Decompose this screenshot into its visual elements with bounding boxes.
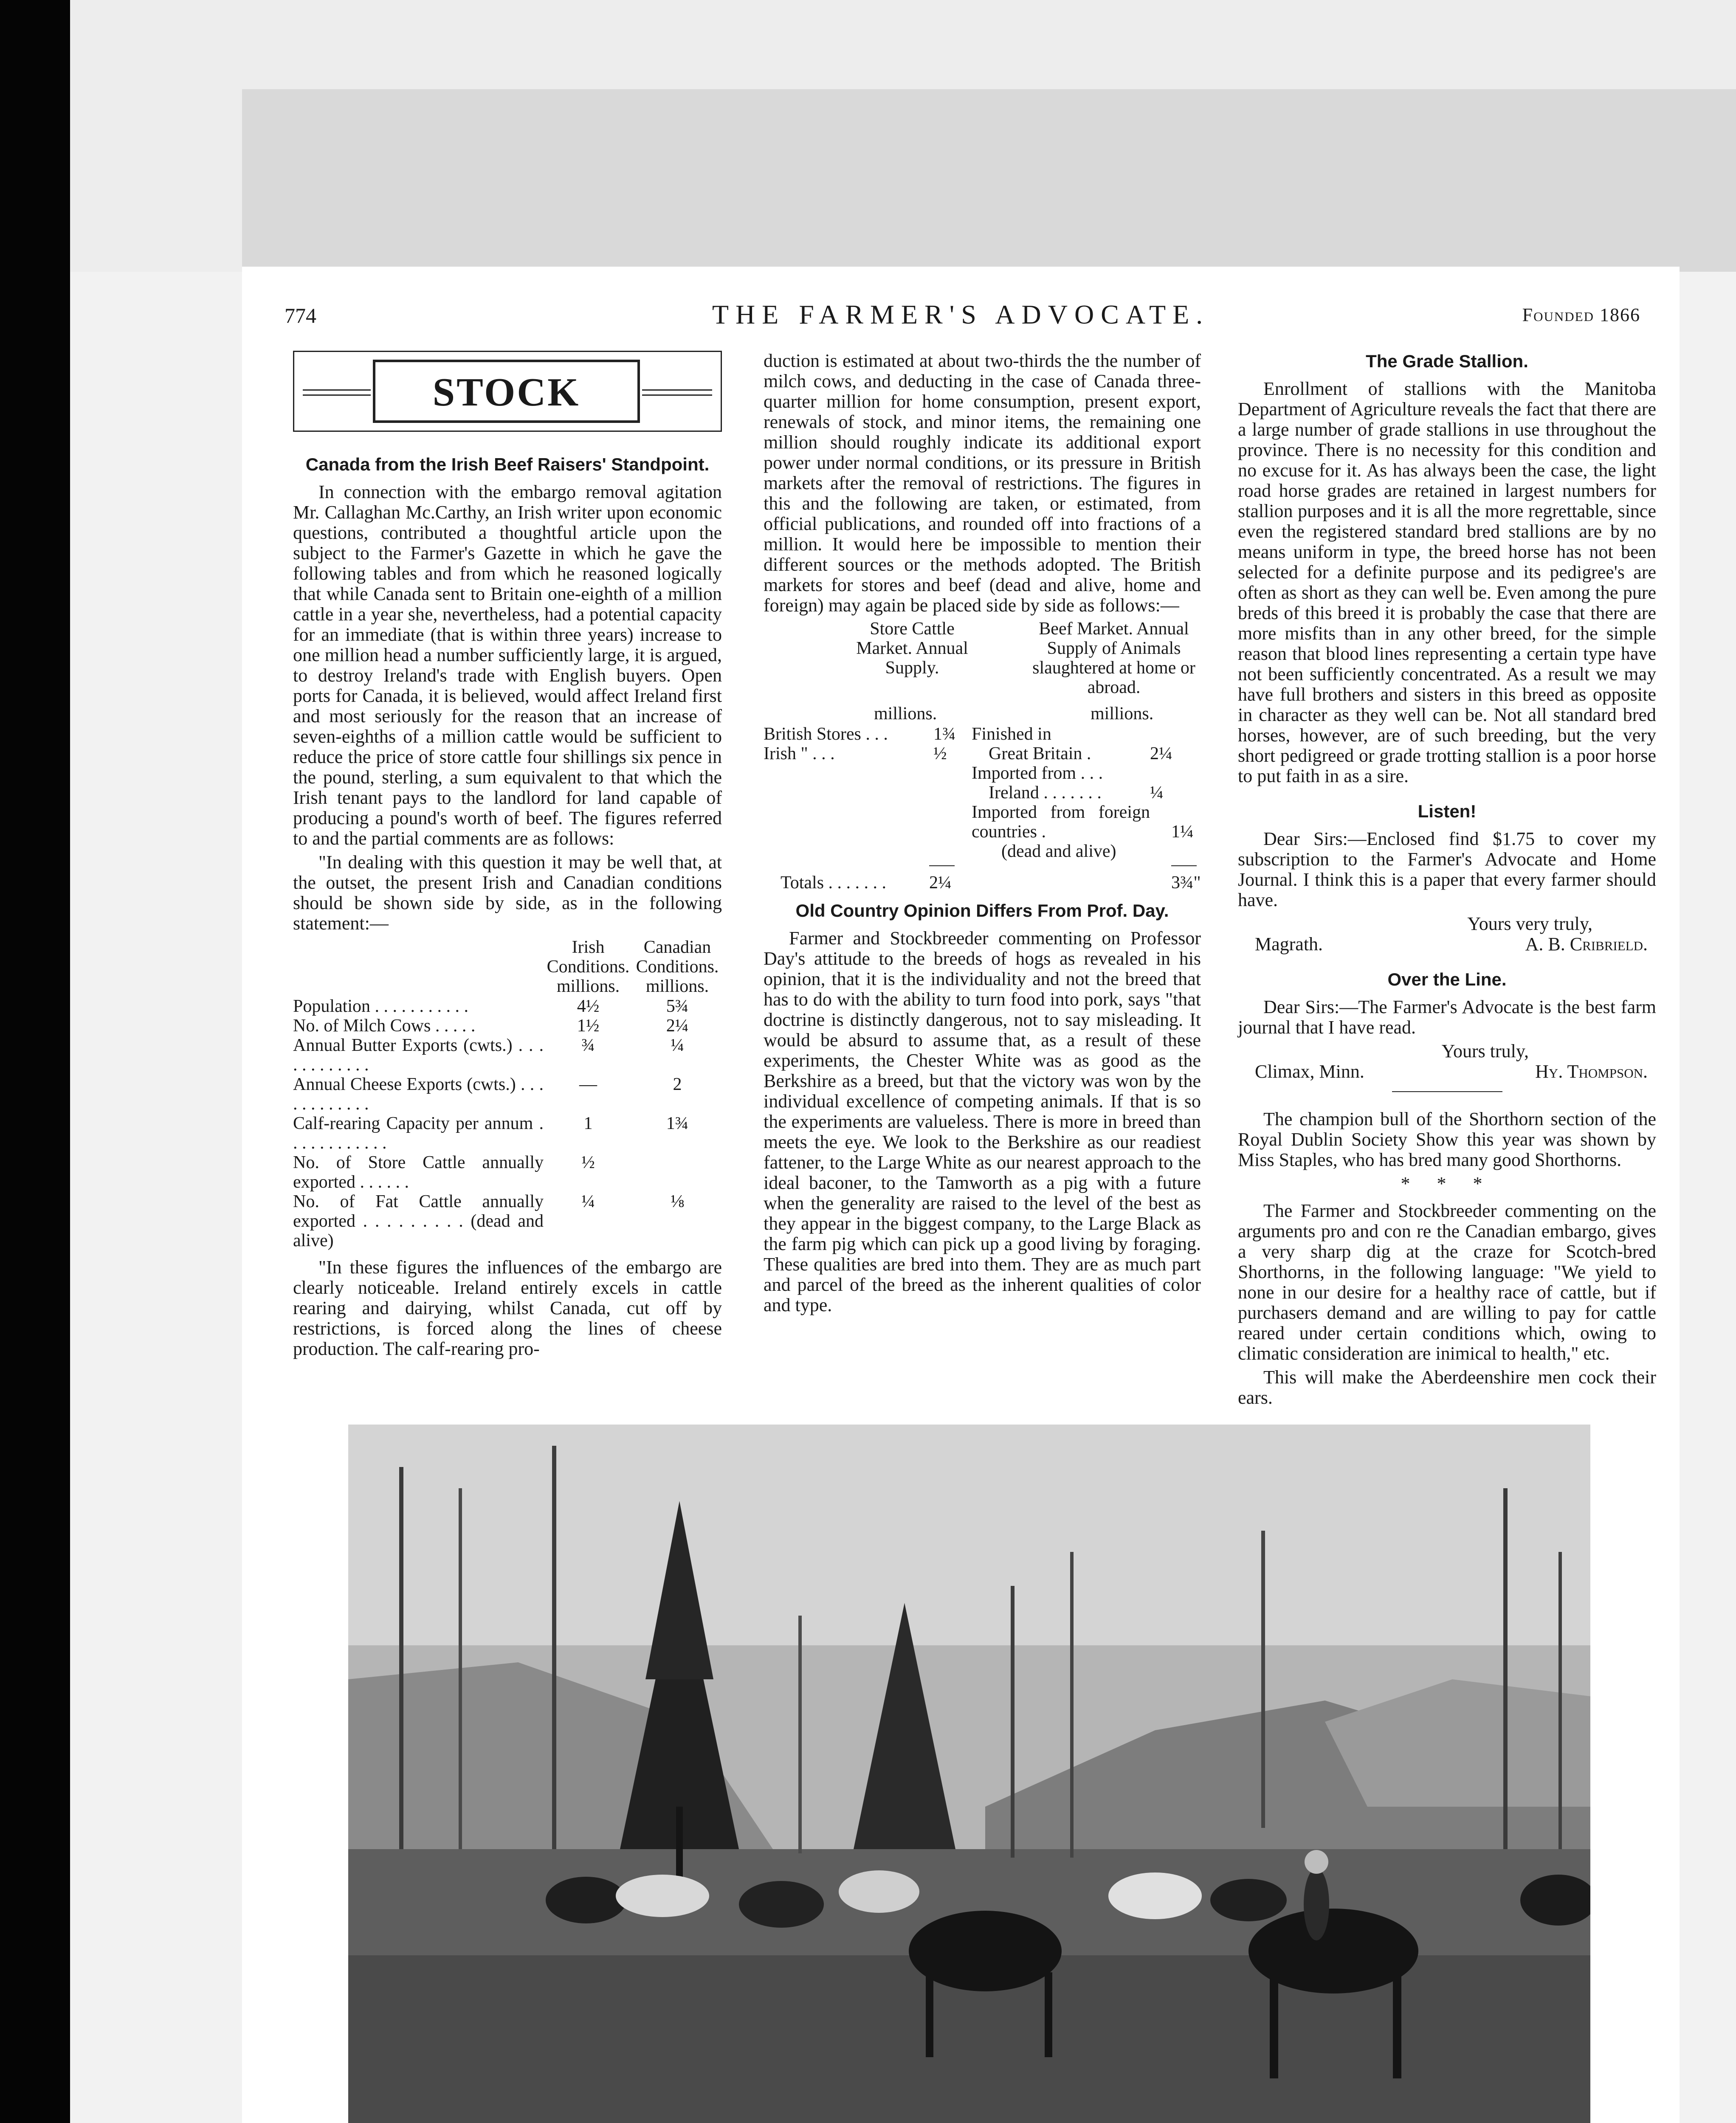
foreign-value: 1¼ <box>1171 822 1194 842</box>
totals-label: Totals . . . . . . . <box>781 873 887 893</box>
letter-text: Dear Sirs:—Enclosed find $1.75 to cover my subscription to the Farmer's Advocate and Home Journal. I think this is a paper that every farmer should have. <box>1238 828 1656 910</box>
irish-value: ¾ <box>581 1036 595 1055</box>
page-number: 774 <box>285 304 316 327</box>
irish-value: ½ <box>581 1153 595 1172</box>
totals-store: 2¼ <box>929 873 952 893</box>
canadian-value: ¼ <box>671 1036 684 1055</box>
letter-place: Magrath. <box>1255 934 1323 955</box>
article-paragraph: Enrollment of stallions with the Manitoba Department of Agriculture reveals the fact that there are a large number of grade stallions in use throughout the province. There is no necessity for this condition and no excuse for it. As has always been the case, the light road horse grades are retained in largest numbers for stallion purposes and it is all the more regrettable, since even the registered standard bred stallions are by no means uniform in type, the breed horse has not been selected for a definite purpose and its pedigree's are often as short as they can well be. Even among the pure breds of this breed it is probably the case that there are more misfits than in any other breed, for the simple reason that blood lines representing a certain type have not been sufficiently concentrated. As a result we may have full brothers and sisters in this breed as opposite in character as they well can be. Not all standard bred horses, however, are of such breeding, but the very short pedigreed or grade trotting stallion is a poor horse to put faith in as a sire. <box>1238 378 1656 786</box>
column-2 <box>764 351 1201 1319</box>
founded-date: Founded 1866 <box>1522 304 1640 325</box>
letter-place: Climax, Minn. <box>1255 1061 1364 1082</box>
canadian-value: 2¼ <box>666 1016 689 1036</box>
irish-value: 1 <box>583 1114 593 1133</box>
irish-value: — <box>579 1075 597 1094</box>
imported-foreign-label: Imported from foreign countries . <box>972 802 1150 842</box>
totals-beef: 3¾" <box>1171 873 1201 893</box>
great-britain-label: Great Britain . <box>989 744 1091 763</box>
finished-label: Finished in <box>972 724 1051 744</box>
column-1 <box>293 351 722 1363</box>
ireland-value: ¼ <box>1150 783 1164 802</box>
dead-alive-label: (dead and alive) <box>1001 842 1116 861</box>
letter-closing: Yours truly, <box>1441 1041 1529 1062</box>
beef-market-heading: Beef Market. Annual Supply of Animals slaughtered at home or abroad. <box>1032 619 1195 697</box>
canadian-value: 1¾ <box>666 1114 689 1133</box>
letter-text: Dear Sirs:—The Farmer's Advocate is the best farm journal that I have read. <box>1238 997 1656 1038</box>
row-label: No. of Store Cattle annually exported . . . . . . <box>293 1153 544 1192</box>
banner-rule <box>303 394 371 396</box>
letter-signature: Hy. Thompson. <box>1535 1061 1648 1082</box>
article-heading: Canada from the Irish Beef Raisers' Standpoint. <box>305 454 710 474</box>
row-label: Population . . . . . . . . . . . <box>293 997 469 1016</box>
irish-value: 1½ <box>577 1016 600 1036</box>
page-header <box>242 299 1680 337</box>
photo-illustration <box>348 1425 1590 2123</box>
table-row <box>293 1016 722 1036</box>
article-quote: "In dealing with this question it may be well that, at the outset, the present Irish and Canadian conditions should be shown side by side, as in the following statement:— <box>293 852 722 934</box>
market-table <box>764 619 1201 895</box>
table-row <box>293 1036 722 1075</box>
great-britain-value: 2¼ <box>1150 744 1172 763</box>
section-banner <box>293 351 722 432</box>
divider <box>1392 1091 1502 1092</box>
article-paragraph: This will make the Aberdeenshire men cock their ears. <box>1238 1367 1656 1408</box>
canadian-value: ⅛ <box>671 1192 684 1211</box>
row-label: Calf-rearing Capacity per annum . . . . . . . . . . . . <box>293 1114 544 1153</box>
canadian-value <box>633 1153 722 1192</box>
row-label: No. of Milch Cows . . . . . <box>293 1016 476 1036</box>
section-stars: * * * <box>1401 1173 1494 1194</box>
total-rule <box>1171 865 1197 866</box>
farm-photograph <box>348 1425 1590 2123</box>
article-paragraph: duction is estimated at about two-thirds the the number of milch cows, and deducting in the case of Canada three-quarter million for home consumption, present export, renewals of stock, and minor items, the remaining one million should roughly indicate its additional export power under normal conditions, or its pressure in British markets after the removal of restrictions. The figures in this and the following are taken, or estimated, from official publications, and rounded off into fractions of a million. It would here be impossible to mention their different sources or the methods adopted. The British markets for stores and beef (dead and alive, home and foreign) may again be placed side by side as follows:— <box>764 350 1201 616</box>
british-stores-value: 1¾ <box>933 724 956 744</box>
article-heading: Over the Line. <box>1387 969 1507 989</box>
store-market-heading: Store Cattle Market. Annual Supply. <box>856 619 968 678</box>
article-heading: Old Country Opinion Differs From Prof. Day. <box>795 901 1169 921</box>
banner-rule <box>303 389 371 391</box>
article-paragraph: The champion bull of the Shorthorn section of the Royal Dublin Society Show this year was shown by Miss Staples, who has bred many good Shorthorns. <box>1238 1109 1656 1170</box>
banner-rule <box>642 389 712 391</box>
table-row <box>293 1114 722 1153</box>
canadian-value: 5¾ <box>666 997 689 1016</box>
total-rule <box>929 865 955 866</box>
article-paragraph: The Farmer and Stockbreeder commenting on the arguments pro and con re the Canadian embargo, gives a very sharp dig at the craze for Scotch-bred Shorthorns, in the following language: "We yield to none in our desire for a healthy race of cattle, but if purchasers demand and are willing to pay for cattle reared under certain conditions which, owing to climatic consideration are inimical to health," etc. <box>1238 1200 1656 1364</box>
scan-page-edge <box>242 89 1736 272</box>
letter-signature-row <box>1238 934 1656 955</box>
row-label: No. of Fat Cattle annually exported . . . . . . . . . (dead and alive) <box>293 1192 544 1250</box>
section-title: STOCK <box>373 360 640 423</box>
letter-signature-row <box>1238 1062 1656 1082</box>
table-row <box>293 1075 722 1114</box>
article-heading: Listen! <box>1418 801 1477 821</box>
store-unit: millions. <box>874 704 937 724</box>
irish-stores-value: ½ <box>933 744 947 763</box>
british-stores-label: British Stores . . . <box>764 724 888 744</box>
irish-value: 4½ <box>577 997 600 1016</box>
table-header: Canadian Conditions. millions. <box>636 938 719 996</box>
banner-rule <box>642 394 712 396</box>
table-header-row <box>293 937 722 997</box>
letter-signature: A. B. Cribrield. <box>1525 934 1648 955</box>
table-row <box>293 997 722 1016</box>
article-paragraph: "In these figures the influences of the embargo are clearly noticeable. Ireland entirely excels in cattle rearing and dairying, whilst Canada, cut off by restrictions, is forced along the lines of cheese production. The calf-rearing pro- <box>293 1257 722 1359</box>
ireland-label: Ireland . . . . . . . <box>989 783 1102 802</box>
irish-stores-label: Irish " . . . <box>764 744 835 763</box>
table-header: Irish Conditions. millions. <box>547 938 630 996</box>
table-row <box>293 1153 722 1192</box>
table-row <box>293 1192 722 1250</box>
irish-value: ¼ <box>581 1192 595 1211</box>
column-3 <box>1238 351 1656 1411</box>
imported-label: Imported from . . . <box>972 763 1103 783</box>
article-paragraph: In connection with the embargo removal agitation Mr. Callaghan Mc.Carthy, an Irish writer upon economic questions, contributed a thoughtful article upon the subject to the Farmer's Gazette in which he gave the following tables and from which he reasoned logically that while Canada sent to Britain one-eighth of a million cattle in a year she, nevertheless, had a potential capacity for an immediate (that is within three years) increase to one million head a number sufficiently large, it is argued, to destroy Ireland's trade with English buyers. Open ports for Canada, it is believed, would affect Ireland first and most seriously for the reason that an increase of seven-eighths of a million cattle would be sufficient to reduce the price of store cattle four shillings six pence in the pound, sterling, a sum equivalent to that which the Irish tenant pays to the landlord for land capable of producing a pound's worth of beef. The figures referred to and the partial comments are as follows: <box>293 481 722 849</box>
row-label: Annual Cheese Exports (cwts.) . . . . . . . . . . . . <box>293 1075 544 1114</box>
beef-unit: millions. <box>1091 704 1154 724</box>
canadian-value: 2 <box>673 1075 682 1094</box>
article-paragraph: Farmer and Stockbreeder commenting on Professor Day's attitude to the breeds of hogs as revealed in his opinion, that it is the individuality and not the breed that has to do with the ability to turn food into pork, says "that doctrine is distinctly dangerous, not to say misleading. It would be absurd to assume that, as a result of these experiments, the Chester White was as good as the Berkshire as a breed, but that the victory was won by the individual excellence of competing animals. If that is so the experiments are valueless. There is more in breed than meets the eye. We look to the Berkshire as our readiest fattener, to the Large White as our nearest approach to the ideal baconer, to the Tamworth as a pig with a future when the generality are raised to the level of the best as they appear in the biggest company, to the Large Black as the farm pig which can pick up a good living by foraging. These qualities are bred into them. They are as much part and parcel of the breed as the inherent qualities of color and type. <box>764 928 1201 1315</box>
article-heading: The Grade Stallion. <box>1366 351 1528 371</box>
masthead: THE FARMER'S ADVOCATE. <box>712 299 1210 329</box>
letter-closing: Yours very truly, <box>1467 913 1592 934</box>
conditions-table <box>293 937 722 1250</box>
row-label: Annual Butter Exports (cwts.) . . . . . . . . . . . . <box>293 1036 544 1075</box>
scan-margin <box>0 0 70 2123</box>
